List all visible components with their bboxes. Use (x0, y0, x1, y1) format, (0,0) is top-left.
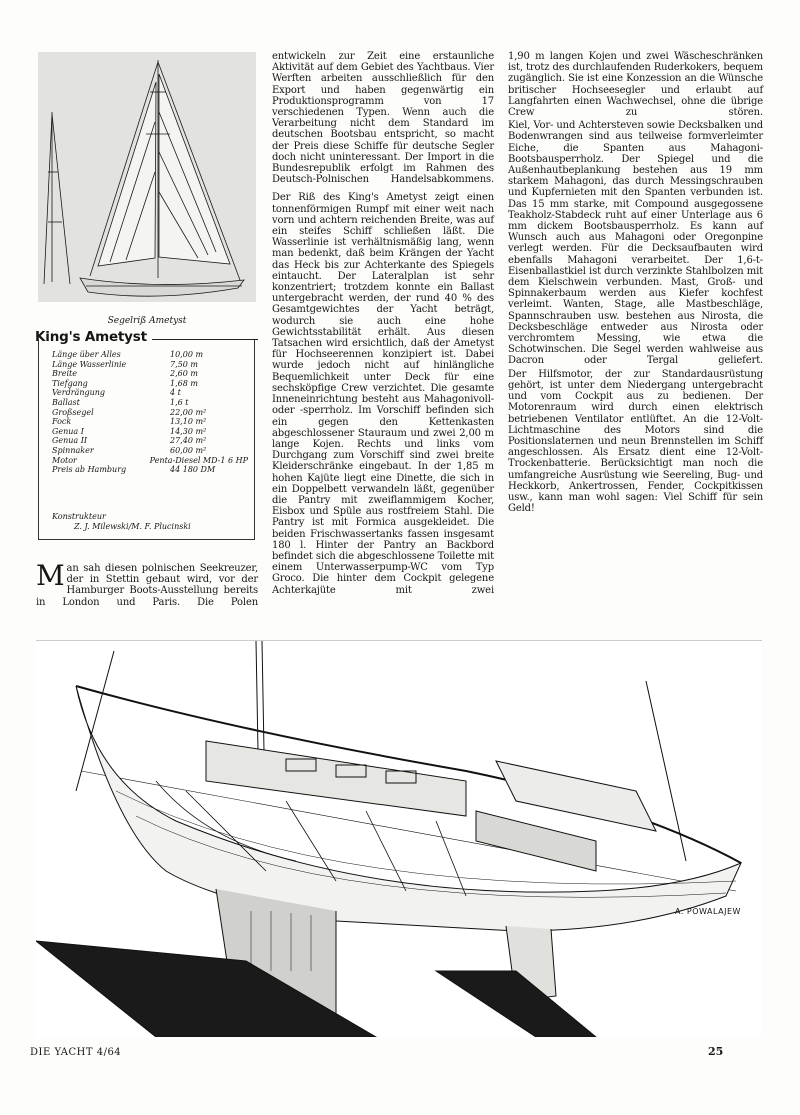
spec-value: 44 180 DM (170, 465, 216, 475)
spec-row (52, 417, 248, 427)
article-column-3 (508, 51, 763, 514)
illustrator-signature: A. POWALAJEW (675, 907, 741, 916)
cutaway-svg (36, 641, 762, 1037)
spec-title: King's Ametyst (35, 329, 147, 345)
spec-row (52, 398, 248, 408)
spec-value: 1,6 t (170, 397, 189, 407)
spec-label: Fock (52, 417, 72, 427)
spec-row (52, 360, 248, 370)
intro-text: an sah diesen polnischen Seekreuzer, der in Stettin gebaut wird, vor der Hamburger Boots-Ausstellung bereits in London und Paris. Die Polen (36, 563, 258, 608)
spec-label: Tiefgang (52, 378, 88, 388)
spec-row (52, 465, 248, 475)
spec-designer-label: Konstrukteur (52, 512, 106, 521)
spec-row (52, 436, 248, 446)
spec-label: Breite (52, 369, 77, 379)
sail-plan-svg (38, 52, 256, 302)
spec-value: 1,68 m (170, 378, 198, 388)
spec-label: Spinnaker (52, 445, 94, 455)
spec-row (52, 350, 248, 360)
article-paragraph: Der Hilfsmotor, der zur Standardausrüstung gehört, ist unter dem Niedergang untergebracht und vom Cockpit aus zu bedienen. Der Motorenraum wird durch einen elektrisch betriebenen Ventilator entlüftet. An die 12-Volt-Lichtmaschine des Motors sind die Positionslaternen und neun Brennstellen im Schiff angeschlossen. Als Ersatz dient eine 12-Volt-Trockenbatterie. Berücksichtigt man noch die umfangreiche Ausrüstung wie Seereling, Bug- und Heckkorb, Ankertrossen, Fender, Cockpitkissen usw., kann man wohl sagen: Viel Schiff für sein Geld! (508, 368, 763, 515)
spec-row (52, 408, 248, 418)
spec-label: Verdrängung (52, 388, 106, 398)
spec-label: Großsegel (52, 407, 94, 417)
spec-value: 22,00 m² (170, 407, 207, 417)
spec-value: 27,40 m² (170, 436, 207, 446)
spec-label: Motor (52, 455, 77, 465)
spec-value: 60,00 m² (170, 445, 207, 455)
spec-label: Länge Wasserlinie (52, 359, 127, 369)
spec-row (52, 388, 248, 398)
spec-label: Preis ab Hamburg (52, 465, 127, 475)
spec-row (52, 427, 248, 437)
article-column-2 (272, 51, 494, 596)
spec-value: Penta-Diesel MD-1 6 HP (149, 455, 248, 465)
article-intro-paragraph (36, 559, 258, 608)
spec-value: 14,30 m² (170, 426, 207, 436)
page-number: 25 (708, 1045, 724, 1058)
article-paragraph: Kiel, Vor- und Achtersteven sowie Decksbalken und Bodenwrangen sind aus teilweise formverleimter Eiche, die Spanten aus Mahagoni-Bootsbausperrholz. Der Spiegel und die Außenhautbeplankung bestehen aus 19 mm starkem Mahagoni, das durch Messingschrauben und Kupfernieten mit den Spanten verbunden ist. Das 15 mm starke, mit Compound ausgegossene Teakholz-Stabdeck ruht auf einer Unterlage aus 6 mm dickem Bootsbausperrholz. Es kann auf Wunsch auch aus Mahagoni oder Oregonpine verlegt werden. Für die Decksaufbauten wird ebenfalls Mahagoni verarbeitet. Der 1,6-t-Eisenballastkiel ist durch verzinkte Stahlbolzen mit dem Kielschwein verbunden. Mast, Groß- und Spinnakerbaum werden aus Kiefer kochfest verleimt. Wanten, Stage, alle Mastbeschläge, Spannschrauben usw. bestehen aus Nirosta, die Decksbeschläge entweder aus Nirosta oder verchromtem Messing, wie etwa die Schotwinschen. Die Segel werden wahlweise aus Dacron oder Tergal geliefert. (508, 120, 763, 367)
spec-label: Genua I (52, 426, 84, 436)
article-paragraph: entwickeln zur Zeit eine erstaunliche Aktivität auf dem Gebiet des Yachtbaus. Vier Werften arbeiten ausschließlich für den Export und haben gegenwärtig ein Produktionsprogramm von 17 verschiedenen Typen. Wenn auch die Verarbeitung nicht dem Standard im deutschen Bootsbau entspricht, so macht der Preis diese Schiffe für deutsche Segler doch nicht uninteressant. Der Import in die Bundesrepublik erfolgt im Rahmen des Deutsch-Polnischen Handelsabkommens. (272, 51, 494, 186)
spec-value: 4 t (170, 388, 181, 398)
spec-value: 13,10 m² (170, 417, 207, 427)
spec-value: 7,50 m (170, 359, 198, 369)
article-paragraph: 1,90 m langen Kojen und zwei Wäscheschränken ist, trotz des durchlaufenden Ruderkokers, bequem zugänglich. Sie ist eine Konzession an die Wünsche britischer Hochseesegler und erlaubt auf Langfahrten einen Wachwechsel, ohne die übrige Crew zu stören. (508, 51, 763, 119)
sail-plan-caption: Segelriß Ametyst (107, 316, 187, 326)
sail-plan-drawing (38, 52, 256, 302)
spec-value: 2,60 m (170, 369, 198, 379)
cutaway-illustration (36, 640, 762, 1037)
spec-row (52, 456, 248, 466)
drop-cap: M (36, 559, 65, 592)
spec-label: Ballast (52, 397, 80, 407)
magazine-footer: DIE YACHT 4/64 (30, 1047, 122, 1058)
spec-label: Länge über Alles (52, 350, 121, 359)
spec-designers: Z. J. Milewski/M. F. Plucinski (74, 522, 191, 531)
article-paragraph: Der Riß des King's Ametyst zeigt einen tonnenförmigen Rumpf mit einer weit nach vorn und achtern reichenden Breite, was auf ein steifes Schiff schließen läßt. Die Wasserlinie ist verhältnismäßig lang, wenn man bedenkt, daß beim Krängen der Yacht das Heck bis zur Achterkante des Spiegels eintaucht. Der Lateralplan ist sehr konzentriert; trotzdem konnte ein Ballast untergebracht werden, der rund 40 % des Gesamtgewichtes der Yacht beträgt, wodurch sie auch eine hohe Gewichtsstabilität erhält. Aus diesen Tatsachen wird ersichtlich, daß der Ametyst für Hochseerennen konzipiert ist. Dabei wurde jedoch nicht auf hinlängliche Bequemlichkeit unter Deck für eine sechsköpfige Crew verzichtet. Die gesamte Inneneinrichtung besteht aus Mahagonivoll- oder -sperrholz. Im Vorschiff befinden sich ein gegen den Kettenkasten abgeschlossener Stauraum und zwei 2,00 m lange Kojen. Rechts und links vom Durchgang zum Vorschiff sind zwei breite Kleiderschränke eingebaut. In der 1,85 m hohen Kajüte liegt eine Dinette, die sich in ein Doppelbett verwandeln läßt, gegenüber die Pantry mit zweiflammigem Kocher, Eisbox und Spüle aus rostfreiem Stahl. Die Pantry ist mit Formica ausgekleidet. Die beiden Frischwassertanks fassen insgesamt 180 l. Hinter der Pantry an Backbord befindet sich die abgeschlossene Toilette mit einem Unterwasserpump-WC vom Typ Groco. Die hinter dem Cockpit gelegene Achterkajüte mit zwei (272, 192, 494, 596)
spec-table (52, 350, 248, 475)
article-column-1 (36, 559, 258, 608)
spec-row (52, 446, 248, 456)
spec-row (52, 379, 248, 389)
spec-value: 10,00 m (170, 350, 204, 359)
spec-row (52, 369, 248, 379)
spec-label: Genua II (52, 436, 88, 446)
